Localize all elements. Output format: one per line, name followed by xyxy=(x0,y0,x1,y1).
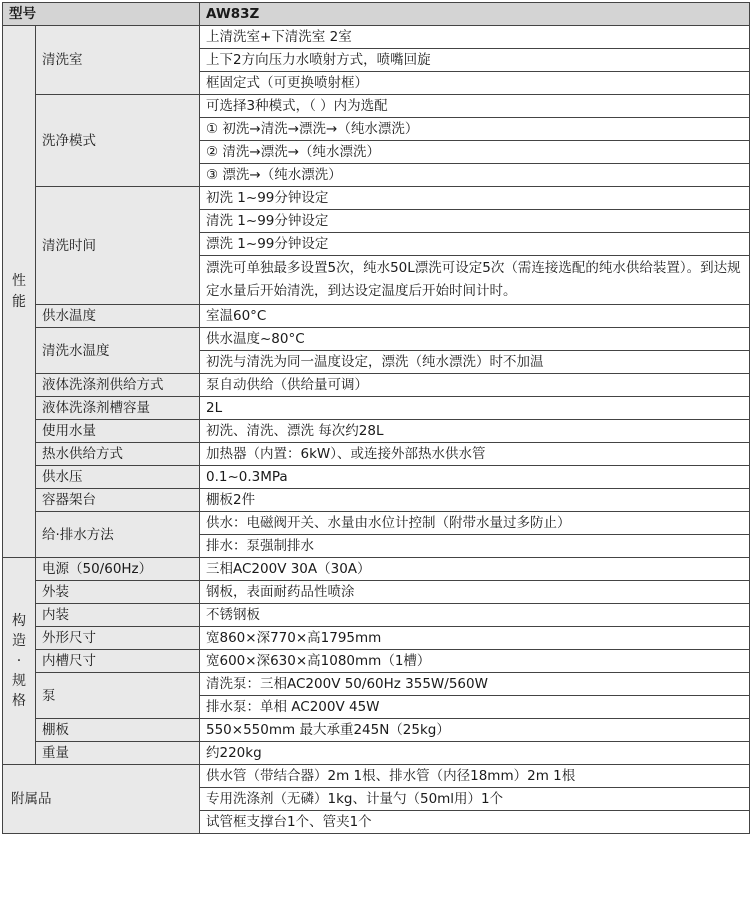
wash-time-value-4: 漂洗可单独最多设置5次，纯水50L漂洗可设定5次（需连接选配的纯水供给装置）。到达规定水量后开始清洗，到达设定温度后开始时间计时。 xyxy=(200,256,750,305)
inner-dim-label: 内槽尺寸 xyxy=(36,650,200,673)
pump-value-1: 清洗泵：三相AC200V 50/60Hz 355W/560W xyxy=(200,673,750,696)
wash-chamber-value-3: 框固定式（可更换喷射框） xyxy=(200,72,750,95)
table-row xyxy=(3,581,750,604)
wash-temp-label: 清洗水温度 xyxy=(36,328,200,374)
group-performance-label: 性能 xyxy=(12,272,26,310)
group-structure-char-3: · xyxy=(16,653,22,669)
exterior-label: 外装 xyxy=(36,581,200,604)
interior-value: 不锈钢板 xyxy=(200,604,750,627)
power-label: 电源（50/60Hz） xyxy=(36,558,200,581)
supply-drain-value-2: 排水：泵强制排水 xyxy=(200,535,750,558)
model-value: AW83Z xyxy=(200,3,750,26)
water-pressure-label: 供水压 xyxy=(36,466,200,489)
table-row xyxy=(3,719,750,742)
group-structure-char-2: 造 xyxy=(12,633,26,649)
pump-value-2: 排水泵：单相 AC200V 45W xyxy=(200,696,750,719)
weight-label: 重量 xyxy=(36,742,200,765)
table-row xyxy=(3,604,750,627)
table-row xyxy=(3,397,750,420)
table-row xyxy=(3,305,750,328)
table-row xyxy=(3,187,750,210)
outer-dim-label: 外形尺寸 xyxy=(36,627,200,650)
model-label: 型号 xyxy=(3,3,200,26)
group-structure xyxy=(3,558,36,765)
table-row xyxy=(3,95,750,118)
interior-label: 内装 xyxy=(36,604,200,627)
table-row xyxy=(3,627,750,650)
water-pressure-value: 0.1~0.3MPa xyxy=(200,466,750,489)
table-row xyxy=(3,512,750,535)
table-row xyxy=(3,374,750,397)
detergent-tank-label: 液体洗涤剂槽容量 xyxy=(36,397,200,420)
detergent-supply-label: 液体洗涤剂供给方式 xyxy=(36,374,200,397)
supply-drain-value-1: 供水：电磁阀开关、水量由水位计控制（附带水量过多防止） xyxy=(200,512,750,535)
hot-water-value: 加热器（内置：6kW）、或连接外部热水供水管 xyxy=(200,443,750,466)
header-row xyxy=(3,3,750,26)
weight-value: 约220kg xyxy=(200,742,750,765)
detergent-tank-value: 2L xyxy=(200,397,750,420)
accessories-value-2: 专用洗涤剂（无磷）1kg、计量勺（50ml用）1个 xyxy=(200,788,750,811)
inner-dim-value: 宽600×深630×高1080mm（1槽） xyxy=(200,650,750,673)
detergent-supply-value: 泵自动供给（供给量可调） xyxy=(200,374,750,397)
rack-label: 容器架台 xyxy=(36,489,200,512)
table-row xyxy=(3,420,750,443)
wash-chamber-value-1: 上清洗室+下清洗室 2室 xyxy=(200,26,750,49)
wash-mode-value-2: ① 初洗→清洗→漂洗→（纯水漂洗） xyxy=(200,118,750,141)
accessories-value-3: 试管框支撑台1个、管夹1个 xyxy=(200,811,750,834)
spec-table xyxy=(2,2,750,834)
table-row xyxy=(3,26,750,49)
table-row xyxy=(3,558,750,581)
rack-value: 棚板2件 xyxy=(200,489,750,512)
wash-time-value-2: 清洗 1~99分钟设定 xyxy=(200,210,750,233)
table-row xyxy=(3,489,750,512)
table-row xyxy=(3,650,750,673)
wash-time-value-3: 漂洗 1~99分钟设定 xyxy=(200,233,750,256)
wash-time-value-1: 初洗 1~99分钟设定 xyxy=(200,187,750,210)
shelf-label: 棚板 xyxy=(36,719,200,742)
wash-mode-value-3: ② 清洗→漂洗→（纯水漂洗） xyxy=(200,141,750,164)
wash-mode-value-1: 可选择3种模式，（ ）内为选配 xyxy=(200,95,750,118)
water-use-label: 使用水量 xyxy=(36,420,200,443)
table-row xyxy=(3,765,750,788)
group-structure-char-5: 格 xyxy=(12,693,26,709)
group-structure-char-1: 构 xyxy=(12,613,26,629)
hot-water-label: 热水供给方式 xyxy=(36,443,200,466)
group-structure-char-4: 规 xyxy=(12,673,26,689)
wash-chamber-label: 清洗室 xyxy=(36,26,200,95)
water-use-value: 初洗、清洗、漂洗 每次约28L xyxy=(200,420,750,443)
exterior-value: 钢板，表面耐药品性喷涂 xyxy=(200,581,750,604)
wash-mode-label: 洗净模式 xyxy=(36,95,200,187)
accessories-label: 附属品 xyxy=(3,765,200,834)
table-row xyxy=(3,328,750,351)
pump-label: 泵 xyxy=(36,673,200,719)
supply-drain-label: 给·排水方法 xyxy=(36,512,200,558)
power-value: 三相AC200V 30A（30A） xyxy=(200,558,750,581)
accessories-value-1: 供水管（带结合器）2m 1根、排水管（内径18mm）2m 1根 xyxy=(200,765,750,788)
shelf-value: 550×550mm 最大承重245N（25kg） xyxy=(200,719,750,742)
supply-temp-value: 室温60°C xyxy=(200,305,750,328)
table-row xyxy=(3,673,750,696)
table-row xyxy=(3,443,750,466)
supply-temp-label: 供水温度 xyxy=(36,305,200,328)
wash-temp-value-2: 初洗与清洗为同一温度设定，漂洗（纯水漂洗）时不加温 xyxy=(200,351,750,374)
wash-temp-value-1: 供水温度~80°C xyxy=(200,328,750,351)
table-row xyxy=(3,466,750,489)
group-performance xyxy=(3,26,36,558)
wash-time-label: 清洗时间 xyxy=(36,187,200,305)
wash-mode-value-4: ③ 漂洗→（纯水漂洗） xyxy=(200,164,750,187)
table-row xyxy=(3,742,750,765)
outer-dim-value: 宽860×深770×高1795mm xyxy=(200,627,750,650)
wash-chamber-value-2: 上下2方向压力水喷射方式，喷嘴回旋 xyxy=(200,49,750,72)
